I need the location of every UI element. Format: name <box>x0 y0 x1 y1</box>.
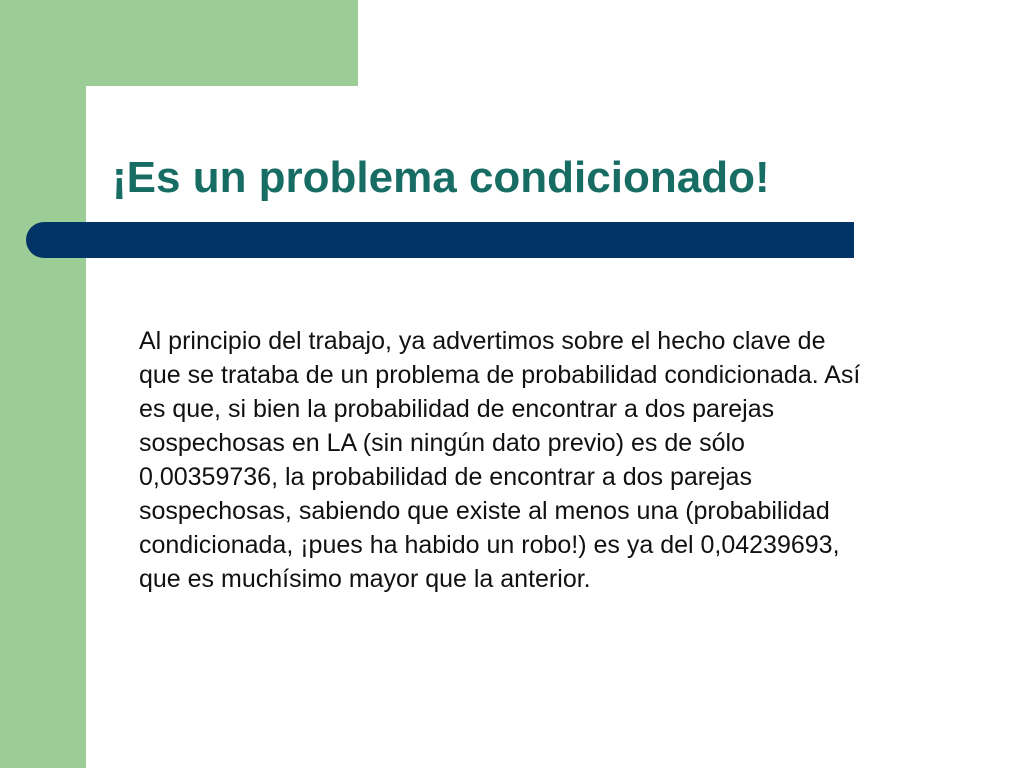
slide-title: ¡Es un problema condicionado! <box>112 153 770 202</box>
body-line: Al principio del trabajo, ya advertimos sobre el hecho clave de <box>139 327 826 355</box>
body-paragraph <box>139 324 974 596</box>
body-line: que es muchísimo mayor que la anterior. <box>139 565 591 593</box>
left-green-bar <box>0 0 86 768</box>
body-line: 0,00359736, la probabilidad de encontrar a dos parejas <box>139 463 752 491</box>
top-green-block <box>0 0 358 86</box>
body-line: es que, si bien la probabilidad de encontrar a dos parejas <box>139 395 775 423</box>
body-line: condicionada, ¡pues ha habido un robo!) es ya del 0,04239693, <box>139 531 840 559</box>
body-line: sospechosas en LA (sin ningún dato previo) es de sólo <box>139 429 745 457</box>
title-underline-bar <box>26 222 854 258</box>
body-line: que se trataba de un problema de probabilidad condicionada. Así <box>139 361 861 389</box>
body-line: sospechosas, sabiendo que existe al menos una (probabilidad <box>139 497 830 525</box>
